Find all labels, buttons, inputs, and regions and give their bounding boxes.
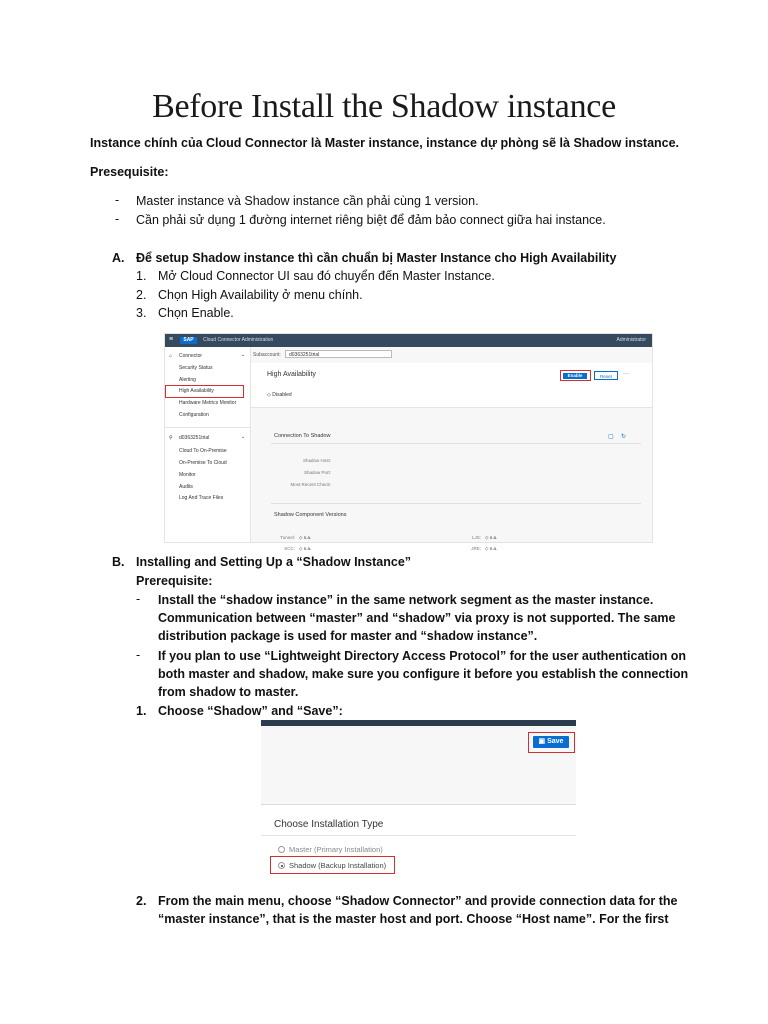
step-number: 3. (136, 306, 147, 320)
sidebar-item[interactable]: Log And Trace Files (179, 495, 224, 501)
section-b-prereq: Prerequisite: (136, 574, 213, 588)
sidebar-item[interactable]: Security Status (179, 365, 213, 371)
version-value-text: n.a. (303, 546, 312, 551)
save-highlight (528, 732, 575, 753)
refresh-icon[interactable]: ↻ (621, 434, 627, 440)
radio-shadow[interactable] (278, 862, 285, 869)
version-label: LJS: (471, 535, 481, 540)
header-panel (251, 363, 652, 408)
version-value: ◇ n.a. (299, 546, 312, 551)
bullet-line: distribution package is used for master and “shadow instance”. (158, 629, 538, 643)
version-value-text: n.a. (489, 535, 498, 540)
save-button[interactable] (533, 736, 569, 748)
status-value: Disabled (272, 392, 292, 398)
step-text-line: From the main menu, choose “Shadow Connector” and provide connection data for the (158, 894, 678, 908)
radio-master[interactable] (278, 846, 285, 853)
section-a-heading: Để setup Shadow instance thì cần chuẩn bị Master Instance cho High Availability (136, 251, 617, 265)
home-icon: ⌂ (169, 353, 173, 359)
section-b-marker: B. (112, 555, 125, 569)
subaccount-select[interactable]: d0363251trial (285, 350, 392, 358)
step-number: 2. (136, 288, 147, 302)
enable-button[interactable]: Enable (563, 373, 587, 379)
step-number: 2. (136, 894, 147, 908)
version-value-text: n.a. (489, 546, 498, 551)
shell-bar (165, 334, 652, 347)
sidebar-item[interactable]: Monitor (179, 472, 196, 478)
prereq-item: Cần phải sử dụng 1 đường internet riêng biệt để đảm bảo connect giữa hai instance. (136, 213, 606, 227)
sap-screenshot (164, 333, 653, 551)
version-value: ◇ n.a. (485, 546, 498, 551)
more-button[interactable]: ··· (623, 371, 629, 377)
step-text: Mở Cloud Connector UI sau đó chuyển đến Master Instance. (158, 269, 495, 283)
sidebar-account[interactable]: d0363251trial (179, 435, 210, 441)
sap-logo: SAP (180, 337, 197, 344)
bullet-line: from shadow to master. (158, 685, 299, 699)
intro-text: Instance chính của Cloud Connector là Master instance, instance dự phòng sẽ là Shadow instance. (90, 136, 680, 150)
bullet-line: If you plan to use “Lightweight Directory Access Protocol” for the user authentication on (158, 649, 687, 663)
bullet-dash: - (136, 592, 141, 606)
step-text-line: “master instance”, that is the master host and port. Choose “Host name”. For the first (158, 912, 669, 926)
divider (165, 427, 250, 428)
save-label: Save (547, 738, 564, 745)
connection-heading: Connection To Shadow (274, 433, 331, 439)
bullet-line: Communication between “master” and “shadow” via proxy is not supported. The same (158, 611, 676, 625)
step-number: 1. (136, 269, 147, 283)
field-label: Most Recent Check: (290, 482, 331, 487)
sidebar-item[interactable]: Hardware Metrics Monitor (179, 400, 237, 406)
chevron-down-icon[interactable]: ⌄ (241, 352, 246, 358)
status-text: ◇ Disabled (267, 392, 292, 398)
sidebar-item-high-availability[interactable]: High Availability (179, 388, 214, 394)
version-label: SCC: (284, 546, 295, 551)
version-label: JRE: (471, 546, 481, 551)
shadow-screenshot (261, 720, 576, 890)
step-text: Chọn High Availability ở menu chính. (158, 288, 363, 302)
prereq-item: Master instance và Shadow instance cần phải cùng 1 version. (136, 194, 479, 208)
option-shadow-label: Shadow (Backup Installation) (289, 861, 387, 870)
step-text: Chọn Enable. (158, 306, 234, 320)
prereq-heading: Presequisite: (90, 165, 169, 179)
reset-button[interactable]: Reset (594, 371, 618, 380)
divider (261, 835, 576, 836)
bullet-line: Install the “shadow instance” in the same network segment as the master instance. (158, 593, 654, 607)
version-value: ◇ n.a. (485, 535, 498, 540)
divider (261, 804, 576, 805)
field-label: Shadow Port: (303, 470, 331, 475)
section-a-marker: A. (112, 251, 125, 265)
installation-type-title: Choose Installation Type (274, 819, 384, 830)
main-content (251, 347, 652, 551)
sidebar-item[interactable]: Audits (179, 484, 193, 490)
enable-highlight (560, 370, 591, 381)
subaccount-label: Subaccount: (253, 352, 281, 358)
version-value-text: n.a. (303, 535, 312, 540)
highlight-box (165, 385, 244, 398)
bullet-dash: - (136, 648, 141, 662)
sidebar-item[interactable]: On-Premise To Cloud (179, 460, 227, 466)
chevron-down-icon[interactable]: ⌄ (241, 434, 246, 440)
page-heading: High Availability (267, 371, 316, 378)
step-text: Choose “Shadow” and “Save”: (158, 704, 343, 718)
bullet-line: both master and shadow, make sure you configure it before you establish the connection (158, 667, 689, 681)
bullet-dash: - (115, 193, 120, 207)
edit-icon[interactable]: ▢ (608, 434, 614, 440)
option-master-label: Master (Primary Installation) (289, 845, 383, 854)
menu-icon[interactable]: ≡ (169, 336, 174, 343)
bullet-dash: - (115, 212, 120, 226)
save-icon: ▣ (538, 738, 548, 745)
divider (271, 503, 641, 504)
sidebar-item[interactable]: Configuration (179, 412, 209, 418)
sidebar (165, 347, 251, 542)
sidebar-item[interactable]: Cloud To On-Premise (179, 448, 227, 454)
divider (271, 443, 641, 444)
link-icon: ⚲ (169, 435, 173, 441)
sidebar-connector[interactable]: Connector (179, 353, 203, 359)
page-title: Before Install the Shadow instance (152, 88, 616, 125)
sidebar-item[interactable]: Alerting (179, 377, 196, 383)
step-number: 1. (136, 704, 147, 718)
app-title: Cloud Connector Administration (203, 337, 274, 343)
field-label: Shadow Host: (302, 458, 331, 463)
version-label: Tunnel: (280, 535, 295, 540)
versions-heading: Shadow Component Versions (274, 512, 347, 518)
version-value: ◇ n.a. (299, 535, 312, 540)
section-b-heading: Installing and Setting Up a “Shadow Instance” (136, 555, 412, 569)
radio-selected-dot (281, 865, 283, 867)
user-menu[interactable]: Administrator (616, 337, 646, 343)
